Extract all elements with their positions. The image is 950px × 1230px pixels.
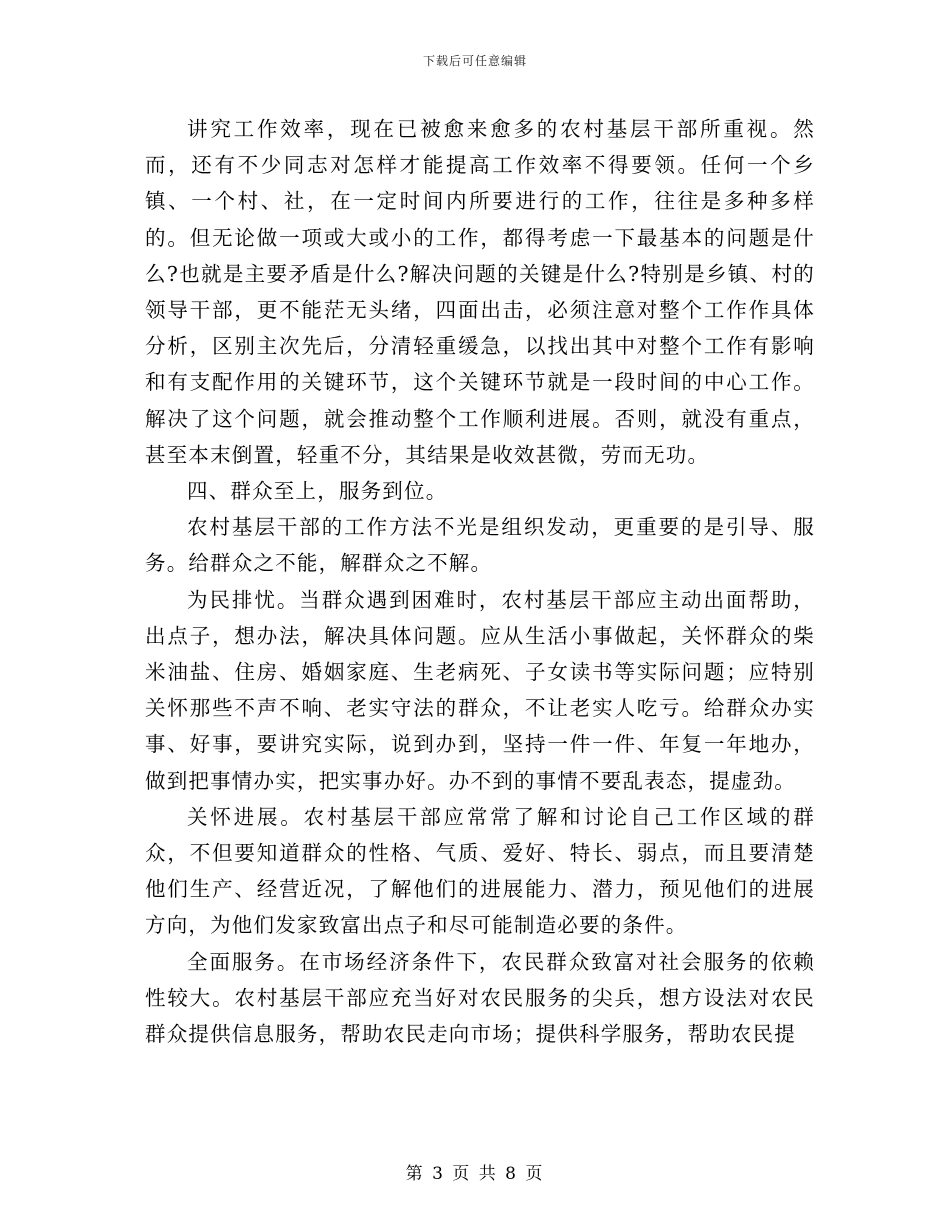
document-body <box>145 111 815 1052</box>
paragraph-work-efficiency: 讲究工作效率，现在已被愈来愈多的农村基层干部所重视。然而，还有不少同志对怎样才能提高工作效率不得要领。任何一个乡镇、一个村、社，在一定时间内所要进行的工作，往往是多种多样的。但无论做一项或大或小的工作，都得考虑一下最基本的问题是什么?也就是主要矛盾是什么?解决问题的关键是什么?特别是乡镇、村的领导干部，更不能茫无头绪，四面出击，必须注意对整个工作作具体分析，区别主次先后，分清轻重缓急，以找出其中对整个工作有影响和有支配作用的关键环节，这个关键环节就是一段时间的中心工作。解决了这个问题，就会推动整个工作顺利进展。否则，就没有重点，甚至本末倒置，轻重不分，其结果是收效甚微，劳而无功。 <box>145 117 815 467</box>
paragraph-care-development: 关怀进展。农村基层干部应常常了解和讨论自己工作区域的群众，不但要知道群众的性格、气质、爱好、特长、弱点，而且要清楚他们生产、经营近况，了解他们的进展能力、潜力，预见他们的进展方向，为他们发家致富出点子和尽可能制造必要的条件。 <box>145 804 815 938</box>
paragraph-full-service: 全面服务。在市场经济条件下，农民群众致富对社会服务的依赖性较大。农村基层干部应充当好对农民服务的尖兵，想方设法对农民群众提供信息服务，帮助农民走向市场；提供科学服务，帮助农民提 <box>145 949 815 1047</box>
section-heading-masses-first: 四、群众至上，服务到位。 <box>187 479 448 504</box>
paragraph-guide-and-serve: 农村基层干部的工作方法不光是组织发动，更重要的是引导、服务。给群众之不能，解群众之不解。 <box>145 515 815 576</box>
paragraph-relieve-worries: 为民排忧。当群众遇到困难时，农村基层干部应主动出面帮助，出点子，想办法，解决具体问题。应从生活小事做起，关怀群众的柴米油盐、住房、婚姻家庭、生老病死、子女读书等实际问题；应特别关怀那些不声不响、老实守法的群众，不让老实人吃亏。给群众办实事、好事，要讲究实际，说到办到，坚持一件一件、年复一年地办，做到把事情办实，把实事办好。办不到的事情不要乱表态，提虚劲。 <box>145 587 815 793</box>
page-number: 第 3 页 共 8 页 <box>405 1164 545 1184</box>
page-header: 下载后可任意编辑 <box>422 54 527 68</box>
